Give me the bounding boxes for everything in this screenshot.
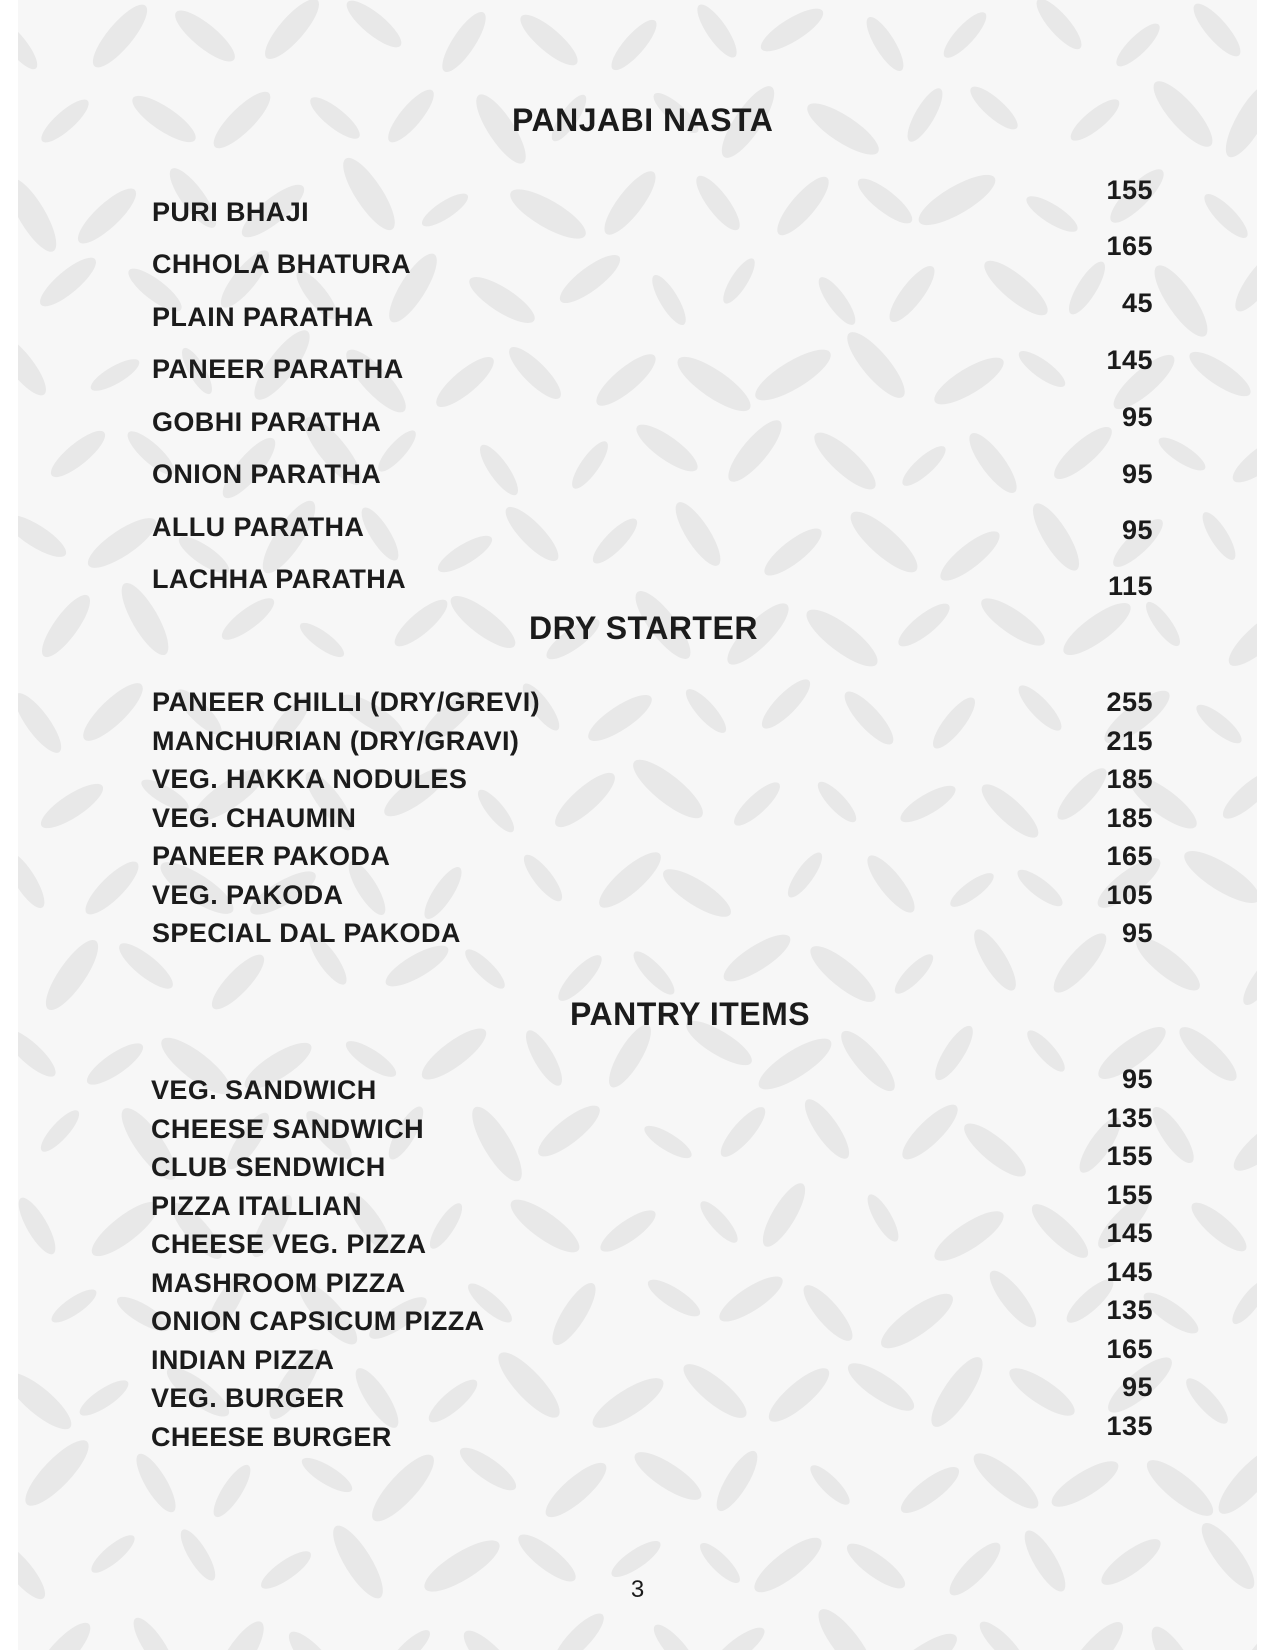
menu-item-price: 95 <box>1121 515 1153 545</box>
section-title-pantry-items: PANTRY ITEMS <box>570 996 811 1032</box>
menu-item-name: MANCHURIAN (DRY/GRAVI) <box>152 726 520 756</box>
menu-item-price: 95 <box>1121 1064 1153 1094</box>
menu-item-price: 95 <box>1121 918 1153 948</box>
menu-item-name: INDIAN PIZZA <box>151 1345 335 1375</box>
menu-item-price: 165 <box>1106 1334 1153 1364</box>
menu-item-name: PURI BHAJI <box>152 197 310 227</box>
menu-item-name: LACHHA PARATHA <box>152 564 407 594</box>
menu-item-name: VEG. SANDWICH <box>151 1075 377 1105</box>
menu-item-price: 95 <box>1121 402 1153 432</box>
menu-item-name: ONION CAPSICUM PIZZA <box>151 1306 485 1336</box>
menu-item-name: ONION PARATHA <box>152 459 382 489</box>
menu-item-name: CHEESE VEG. PIZZA <box>151 1229 427 1259</box>
menu-item-name: VEG. CHAUMIN <box>152 803 357 833</box>
menu-item-price: 215 <box>1106 726 1153 756</box>
menu-item-price: 135 <box>1106 1295 1153 1325</box>
menu-item-name: VEG. BURGER <box>151 1383 345 1413</box>
menu-item-name: ALLU PARATHA <box>152 512 365 542</box>
menu-item-name: VEG. HAKKA NODULES <box>152 764 468 794</box>
menu-item-name: CHEESE BURGER <box>151 1422 392 1452</box>
menu-item-price: 145 <box>1106 1218 1153 1248</box>
page-number: 3 <box>630 1576 645 1603</box>
menu-item-price: 255 <box>1106 687 1153 717</box>
menu-item-name: PANEER CHILLI (DRY/GREVI) <box>152 687 541 717</box>
menu-item-name: PLAIN PARATHA <box>152 302 374 332</box>
menu-item-price: 155 <box>1106 1180 1153 1210</box>
menu-item-price: 185 <box>1106 803 1153 833</box>
menu-item-name: CHHOLA BHATURA <box>152 249 412 279</box>
menu-item-name: PANEER PAKODA <box>152 841 391 871</box>
menu-item-price: 95 <box>1121 1372 1153 1402</box>
menu-item-price: 185 <box>1106 764 1153 794</box>
menu-item-price: 145 <box>1106 1257 1153 1287</box>
menu-item-name: VEG. PAKODA <box>152 880 344 910</box>
menu-item-name: PIZZA ITALLIAN <box>151 1191 363 1221</box>
menu-item-price: 105 <box>1106 880 1153 910</box>
section-title-dry-starter: DRY STARTER <box>529 610 758 646</box>
menu-item-price: 135 <box>1106 1411 1153 1441</box>
menu-item-price: 145 <box>1106 345 1153 375</box>
menu-item-name: CLUB SENDWICH <box>151 1152 386 1182</box>
menu-item-price: 115 <box>1107 571 1153 601</box>
menu-item-price: 135 <box>1106 1103 1153 1133</box>
menu-item-price: 155 <box>1106 175 1153 205</box>
menu-item-name: PANEER PARATHA <box>152 354 404 384</box>
menu-item-name: GOBHI PARATHA <box>152 407 382 437</box>
menu-item-price: 155 <box>1106 1141 1153 1171</box>
menu-item-name: CHEESE SANDWICH <box>151 1114 425 1144</box>
menu-item-name: SPECIAL DAL PAKODA <box>152 918 461 948</box>
menu-item-price: 165 <box>1106 841 1153 871</box>
menu-item-price: 45 <box>1121 288 1153 318</box>
menu-item-price: 165 <box>1106 231 1153 261</box>
menu-item-price: 95 <box>1121 459 1153 489</box>
menu-item-name: MASHROOM PIZZA <box>151 1268 406 1298</box>
section-title-panjabi-nasta: PANJABI NASTA <box>512 102 774 138</box>
